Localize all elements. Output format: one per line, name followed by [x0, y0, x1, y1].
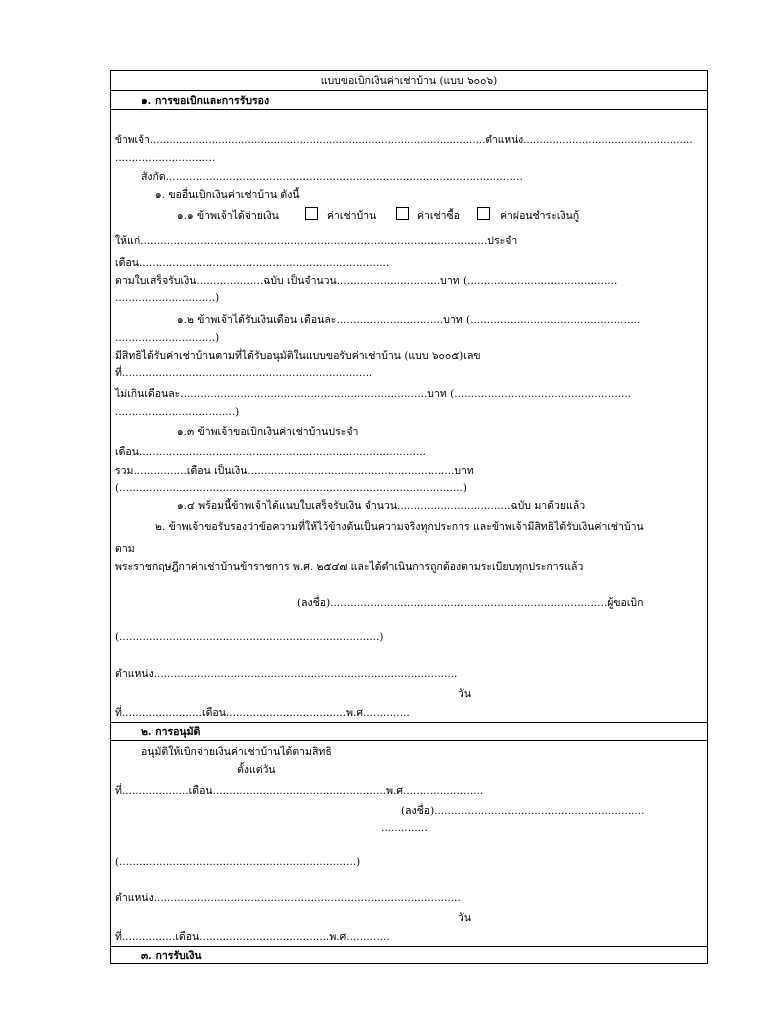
claim-month-line[interactable]: เดือน...................................................................................... [115, 446, 426, 458]
hire-purchase-checkbox[interactable] [396, 207, 409, 220]
divider [111, 90, 707, 91]
section3-heading: ๓. การรับเงิน [141, 950, 202, 962]
applicant-position-line[interactable]: ตำแหน่ง........................................................................................... [115, 668, 458, 680]
month-line[interactable]: เดือน........................................................................... [115, 257, 390, 269]
total-amount-line[interactable]: รวม................เดือน เป็นเงิน..............................................................บาท [115, 465, 474, 477]
certification-line: ๒. ข้าพเจ้าขอรับรองว่าข้อความที่ให้ไว้ข้างต้นเป็นความจริงทุกประการ และข้าพเจ้ามีสิทธิได้รับเงินค่าเช่าบ้าน [155, 521, 644, 533]
approval-statement: อนุมัติให้เบิกจ่ายเงินค่าเช่าบ้านได้ตามสิทธิ [141, 746, 332, 758]
certification-line-3: พระราชกฤษฎีกาค่าเช่าบ้านข้าราชการ พ.ศ. ๒๕๔๗ และได้ดำเนินการถูกต้องตามระเบียบทุกประการแล้ว [115, 561, 584, 573]
section1-heading: ๑. การขอเบิกและการรับรอง [141, 95, 270, 107]
applicant-printed-name[interactable]: (..............................................................................) [115, 631, 384, 643]
item-1-1-prefix: ๑.๑ ข้าพเจ้าได้จ่ายเงิน [177, 210, 279, 222]
hire-purchase-option-label: ค่าเช่าซื้อ [417, 210, 460, 222]
approval-number-line[interactable]: ที่........................................................................... [115, 367, 373, 379]
entitlement-line: มีสิทธิได้รับค่าเช่าบ้านตามที่ได้รับอนุมัติในแบบขอรับค่าเช่าบ้าน (แบบ ๖๐๐๕)เลข [115, 350, 481, 362]
amount-words-line[interactable]: ..............................) [115, 292, 220, 304]
approval-day-label: วัน [458, 912, 472, 924]
approver-signature-continuation[interactable]: .............. [381, 822, 428, 834]
loan-installment-checkbox[interactable] [477, 207, 490, 220]
section2-heading: ๒. การอนุมัติ [141, 726, 201, 738]
receipt-amount-line[interactable]: ตามใบเสร็จรับเงิน....................ฉบับ เป็นจำนวน...............................บาท (............................................. [115, 275, 618, 287]
request-intro: ๑. ขออื่นเบิกเงินค่าเช่าบ้าน ดังนี้ [155, 189, 300, 201]
item-1-3-line: ๑.๓ ข้าพเจ้าขอเบิกเงินค่าเช่าบ้านประจำ [177, 426, 359, 438]
total-words-line[interactable]: (.......................................................................................................) [115, 482, 467, 494]
divider [111, 722, 707, 723]
approver-date-line[interactable]: ที่................เดือน.......................................พ.ศ............. [115, 931, 390, 943]
affiliation-line[interactable]: สังกัด........................................................................................................... [141, 171, 523, 183]
salary-line[interactable]: ๑.๒ ข้าพเจ้าได้รับเงินเดือน เดือนละ................................บาท (................................................... [177, 314, 641, 326]
salary-words-line[interactable]: ..............................) [115, 332, 220, 344]
certification-line-2: ตาม [115, 543, 135, 555]
form-title: แบบขอเบิกเงินค่าเช่าบ้าน (แบบ ๖๐๐๖) [320, 75, 498, 87]
approval-date-line[interactable]: ที่....................เดือน....................................................พ.ศ........................ [115, 785, 484, 797]
since-day-label: ตั้งแต่วัน [237, 764, 276, 776]
attachment-line[interactable]: ๑.๔ พร้อมนี้ข้าพเจ้าได้แนบใบเสร็จรับเงิน จำนวน..................................ฉบับ มาด้วยแล้ว [177, 500, 586, 512]
rent-allowance-form [110, 70, 708, 964]
monthly-limit-line[interactable]: ไม่เกินเดือนละ..........................................................................บาท (..................................................... [115, 388, 632, 400]
approver-printed-name[interactable]: (.......................................................................) [115, 856, 361, 868]
approver-position-line[interactable]: ตำแหน่ง............................................................................................ [115, 892, 461, 904]
approver-signature-line[interactable]: (ลงชื่อ)............................................................... [401, 805, 645, 817]
rent-option-label: ค่าเช่าบ้าน [327, 210, 377, 222]
limit-words-line[interactable]: ....................................) [115, 406, 240, 418]
position-continuation-line[interactable]: .............................. [115, 152, 216, 164]
rent-checkbox[interactable] [305, 207, 318, 220]
applicant-signature-line[interactable]: (ลงชื่อ)...................................................................................ผู้ขอเบิก [297, 597, 644, 609]
payee-line[interactable]: ให้แก่........................................................................................................ประจำ [115, 235, 518, 247]
divider [111, 109, 707, 110]
day-label: วัน [458, 688, 472, 700]
divider [111, 740, 707, 741]
loan-installment-option-label: ค่าผ่อนชำระเงินกู้ [500, 210, 580, 222]
divider [111, 946, 707, 947]
applicant-date-line[interactable]: ที่........................เดือน....................................พ.ศ.............. [115, 707, 410, 719]
applicant-name-position-line[interactable]: ข้าพเจ้า.......................................................................................................ตำแหน่ง.................................................... [115, 134, 693, 146]
